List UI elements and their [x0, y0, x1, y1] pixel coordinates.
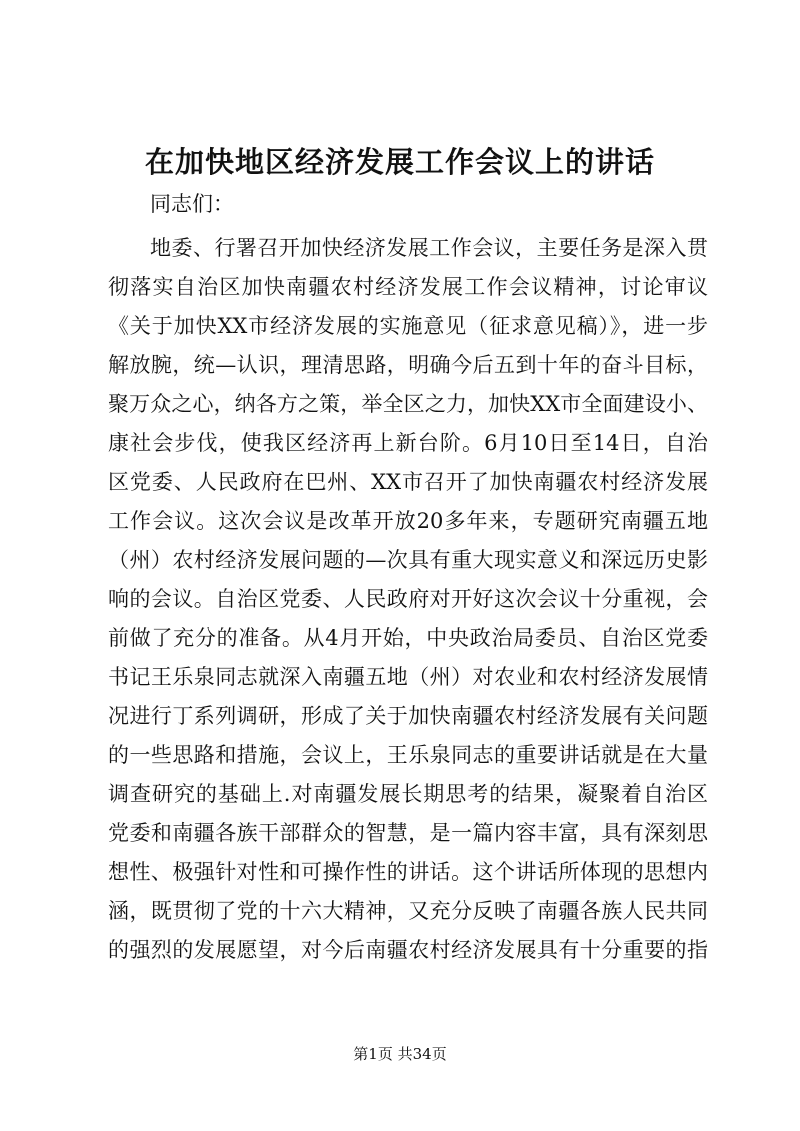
body-text-line: 响的会议。自治区党委、人民政府对开好这次会议十分重视，会 [108, 587, 708, 611]
body-text-line: 的一些思路和措施，会议上，王乐泉同志的重要讲话就是在大量 [108, 743, 708, 767]
body-text-line: 《关于加快XX市经济发展的实施意见（征求意见稿）》，进一步 [108, 314, 708, 338]
salutation: 同志们： [150, 192, 234, 216]
body-text-line: 解放腕，统—认识，理清思路，明确今后五到十年的奋斗目标， [108, 353, 708, 377]
body-text-line: 聚万众之心，纳各方之策，举全区之力，加快XX市全面建设小、 [108, 392, 708, 416]
body-text-line: 况进行丁系列调研，形成了关于加快南疆农村经济发展有关问题 [108, 704, 708, 728]
body-text-line: 区党委、人民政府在巴州、XX市召开了加快南疆农村经济发展 [108, 470, 708, 494]
page-number-footer: 第1页 共34页 [353, 1045, 447, 1063]
body-text-line: 地委、行署召开加快经济发展工作会议，主要任务是深入贯 [150, 236, 708, 260]
body-text-line: （州）农村经济发展问题的—次具有重大现实意义和深远历史影 [108, 548, 708, 572]
body-text-line: 前做了充分的准备。从4月开始，中央政治局委员、自治区党委 [108, 626, 708, 650]
body-text-line: 康社会步伐，使我区经济再上新台阶。6月10日至14日，自治 [108, 431, 708, 455]
body-text-line: 的强烈的发展愿望，对今后南疆农村经济发展具有十分重要的指 [108, 938, 708, 962]
body-text-line: 书记王乐泉同志就深入南疆五地（州）对农业和农村经济发展情 [108, 665, 708, 689]
body-text-line: 工作会议。这次会议是改革开放20多年来，专题研究南疆五地 [108, 509, 708, 533]
body-text-line: 想性、极强针对性和可操作性的讲话。这个讲话所体现的思想内 [108, 860, 708, 884]
body-text-line: 彻落实自治区加快南疆农村经济发展工作会议精神，讨论审议 [108, 275, 708, 299]
body-text-line: 调查研究的基础上.对南疆发展长期思考的结果，凝聚着自治区 [108, 782, 708, 806]
document-title: 在加快地区经济发展工作会议上的讲话 [144, 145, 655, 179]
body-text-line: 党委和南疆各族干部群众的智慧，是一篇内容丰富，具有深刻思 [108, 821, 708, 845]
body-text-line: 涵，既贯彻了党的十六大精神，又充分反映了南疆各族人民共同 [108, 899, 708, 923]
